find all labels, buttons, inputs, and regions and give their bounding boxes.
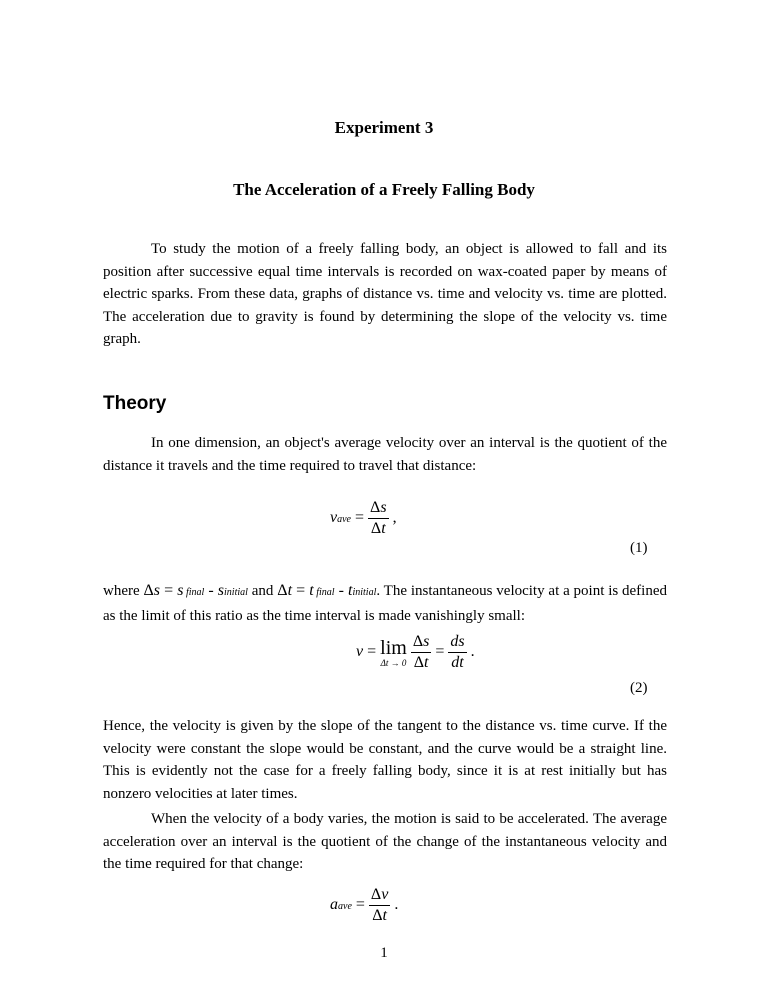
paragraph-delta-definitions: where Δs = s final - sinitial and Δt = t final - tinitial. The instantaneous velocity at a point is defined as the limit of this ratio as the time interval is made vanishingly small: (103, 582, 668, 624)
equation-2-number: (2) (630, 680, 648, 696)
paragraph-average-velocity: In one dimension, an object's average velocity over an interval is the quotient of the distance it travels and the time required to travel that distance: (103, 435, 667, 474)
paragraph-acceleration: When the velocity of a body varies, the motion is said to be accelerated. The average acceleration over an interval is the quotient of the change of the instantaneous velocity and the time required for that change: (103, 811, 667, 872)
section-heading-theory: Theory (103, 393, 167, 414)
equation-1-number: (1) (630, 540, 648, 556)
equation-average-acceleration: aave = $\frac{\Delta v}{\Delta t}$ . (330, 886, 399, 924)
equation-1: vave = $\frac{\Delta s}{\Delta t}$ , (330, 499, 397, 537)
experiment-number: Experiment 3 (334, 118, 434, 137)
paragraph-slope-tangent: Hence, the velocity is given by the slope of the tangent to the distance vs. time curve. If the velocity were constant the slope would be constant, and the curve would be a straight line. This is evidently not the case for a freely falling body, since it is at rest initially but has nonzero velocities at later times. (103, 718, 667, 802)
document-title: The Acceleration of a Freely Falling Body (233, 180, 535, 199)
equation-2: v = lim Δt → 0 $\frac{\Delta s}{\Delta t}$ = $\frac{ds}{dt}$ . (356, 633, 475, 671)
intro-paragraph: To study the motion of a freely falling body, an object is allowed to fall and its position after successive equal time intervals is recorded on wax-coated paper by means of electric sparks. From these data, graphs of distance vs. time and velocity vs. time are plotted. The acceleration due to gravity is found by determining the slope of the velocity vs. time graph. (103, 241, 667, 347)
page-number: 1 (380, 945, 388, 961)
